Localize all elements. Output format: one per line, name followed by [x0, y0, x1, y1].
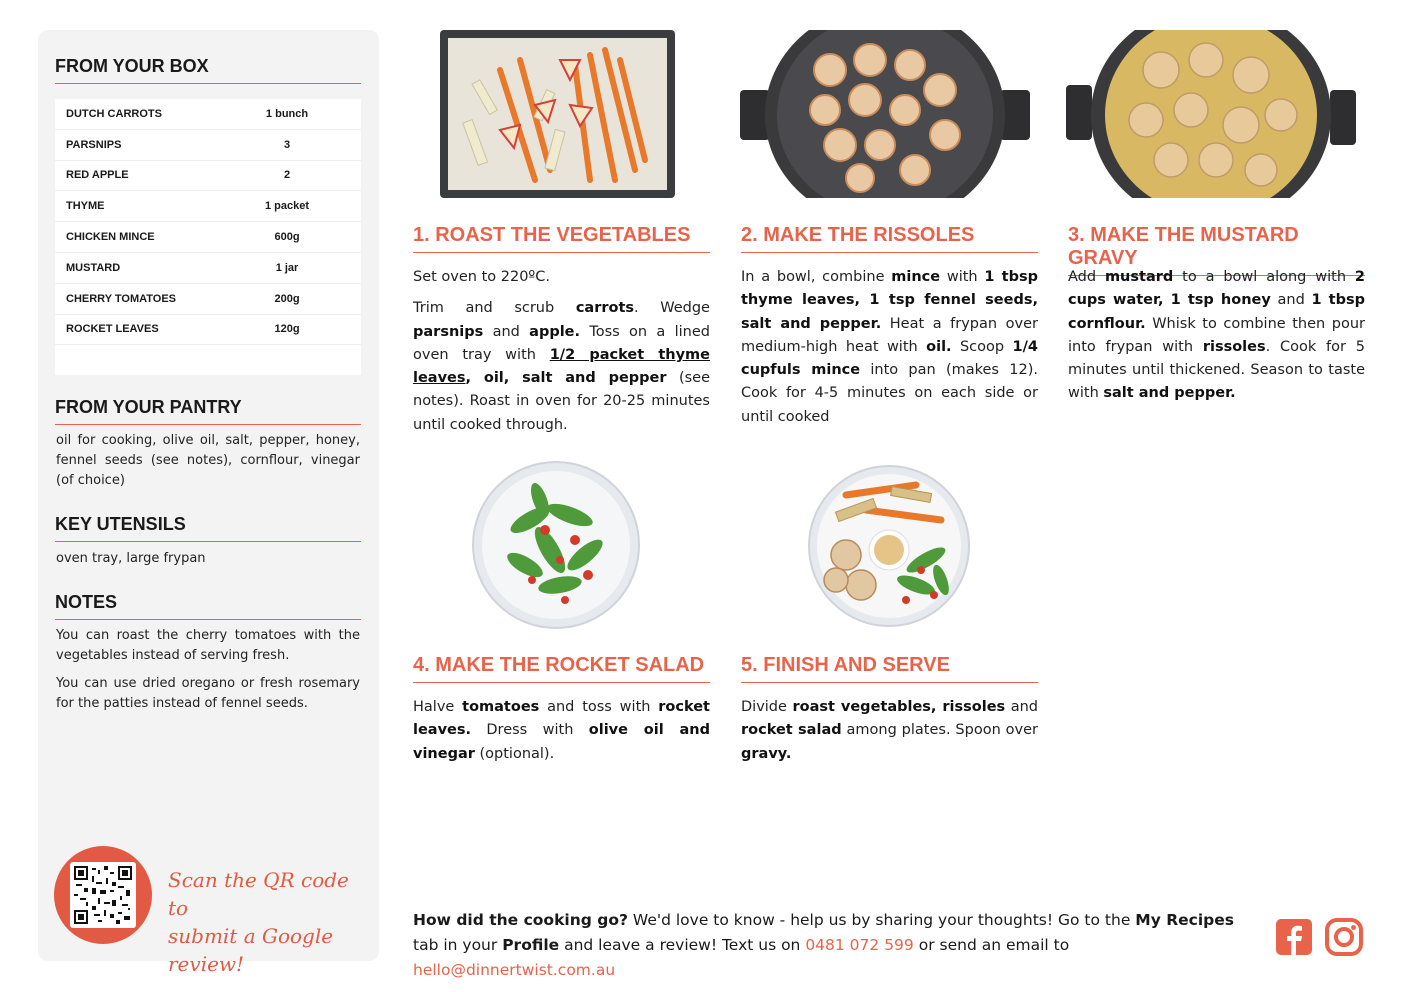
rissoles-pan-photo — [740, 30, 1030, 198]
ingredient-name: MUSTARD — [66, 261, 121, 274]
from-your-box-heading: FROM YOUR BOX — [55, 56, 361, 84]
step-1-title: 1. ROAST THE VEGETABLES — [413, 224, 710, 253]
table-row — [55, 99, 361, 130]
table-row — [55, 161, 361, 192]
note-item: You can use dried oregano or fresh rosemary for the patties instead of fennel seeds. — [56, 676, 360, 711]
ingredient-qty: 1 packet — [265, 200, 310, 213]
ingredient-name: RED APPLE — [66, 169, 129, 182]
step-5-body — [741, 696, 1038, 766]
step-1-text: Set oven to 220ºC. — [413, 269, 550, 285]
footer-text: We'd love to know - help us by sharing your thoughts! Go to the — [627, 911, 1136, 929]
ingredient-qty: 1 bunch — [265, 107, 309, 120]
step-4-body — [413, 696, 710, 766]
qr-code-badge[interactable] — [54, 846, 152, 944]
footer-text: and leave a review! Text us on — [559, 936, 806, 954]
mustard-gravy-photo — [1066, 30, 1356, 198]
step-5-text: Divide roast vegetables, rissoles and rocket salad among plates. Spoon over gravy. — [741, 699, 1038, 762]
note-item: You can roast the cherry tomatoes with the vegetables instead of serving fresh. — [56, 628, 360, 663]
key-utensils-heading: KEY UTENSILS — [55, 514, 361, 542]
ingredient-name: CHERRY TOMATOES — [66, 292, 177, 305]
table-row — [55, 253, 361, 284]
instagram-icon[interactable] — [1325, 918, 1363, 956]
ingredient-qty: 600g — [274, 231, 300, 244]
from-your-pantry-heading: FROM YOUR PANTRY — [55, 397, 361, 425]
profile-label: Profile — [502, 936, 560, 954]
step-3-text: Add mustard to a bowl along with 2 cups water, 1 tsp honey and 1 tbsp cornflour. Whisk to combine then pour into frypan with rissoles. Cook for 5 minutes until thickened. Season to taste with salt and pepper. — [1068, 269, 1365, 402]
notes-heading: NOTES — [55, 592, 361, 620]
step-2-text: In a bowl, combine mince with 1 tbsp thyme leaves, 1 tsp fennel seeds, salt and pepper. Heat a frypan over medium-high heat with oil. Scoop 1/4 cupfuls mince into pan (makes 12). Cook for 4-5 minutes on each side or until cooked — [741, 269, 1039, 425]
ingredient-name: ROCKET LEAVES — [66, 323, 159, 336]
footer-text: tab in your — [413, 936, 503, 954]
table-row — [55, 284, 361, 315]
ingredient-qty: 1 jar — [275, 261, 299, 274]
notes-text — [56, 626, 360, 714]
sidebar — [38, 30, 379, 976]
ingredient-name: PARSNIPS — [66, 138, 122, 151]
review-footer — [413, 908, 1263, 983]
step-5-title: 5. FINISH AND SERVE — [741, 654, 1038, 683]
table-row — [55, 191, 361, 222]
qr-caption-line: Scan the QR code to — [168, 868, 349, 920]
ingredient-qty: 2 — [283, 169, 291, 182]
email-link[interactable]: hello@dinnertwist.com.au — [413, 961, 616, 979]
qr-code-icon — [74, 866, 132, 924]
qr-caption — [168, 866, 368, 978]
step-3-title: 3. MAKE THE MUSTARD GRAVY — [1068, 224, 1365, 276]
table-row — [55, 315, 361, 346]
ingredient-name: DUTCH CARROTS — [66, 107, 162, 120]
step-1-text: Trim and scrub carrots. Wedge parsnips and apple. Toss on a lined oven tray with 1/2 packet thyme leaves, oil, salt and pepper (see notes). Roast in oven for 20-25 minutes until cooked through. — [413, 300, 710, 433]
step-2-body — [741, 266, 1038, 429]
finished-plate-photo — [806, 460, 972, 628]
ingredient-qty: 200g — [274, 292, 300, 305]
step-4-title: 4. MAKE THE ROCKET SALAD — [413, 654, 710, 683]
ingredient-name: THYME — [66, 200, 105, 213]
rocket-salad-photo — [470, 460, 642, 630]
step-3-body — [1068, 266, 1365, 406]
qr-code[interactable] — [70, 862, 136, 928]
table-row — [55, 222, 361, 253]
pantry-text: oil for cooking, olive oil, salt, pepper, honey, fennel seeds (see notes), cornflour, vinegar (of choice) — [56, 433, 360, 488]
qr-caption-line: submit a Google review! — [168, 924, 334, 976]
ingredient-name: CHICKEN MINCE — [66, 231, 155, 244]
step-4-text: Halve tomatoes and toss with rocket leaves. Dress with olive oil and vinegar (optional). — [413, 699, 710, 762]
footer-lead: How did the cooking go? — [413, 911, 628, 929]
facebook-icon[interactable] — [1275, 918, 1313, 956]
utensils-text: oven tray, large frypan — [56, 551, 206, 566]
step-2-title: 2. MAKE THE RISSOLES — [741, 224, 1038, 253]
roast-vegetables-photo — [440, 30, 675, 198]
footer-text: or send an email to — [913, 936, 1070, 954]
ingredient-qty: 3 — [283, 138, 291, 151]
phone-link[interactable]: 0481 072 599 — [805, 936, 914, 954]
ingredients-table — [55, 99, 361, 375]
my-recipes-label: My Recipes — [1135, 911, 1234, 929]
step-1-body — [413, 266, 710, 437]
ingredient-qty: 120g — [274, 323, 300, 336]
table-row — [55, 130, 361, 161]
